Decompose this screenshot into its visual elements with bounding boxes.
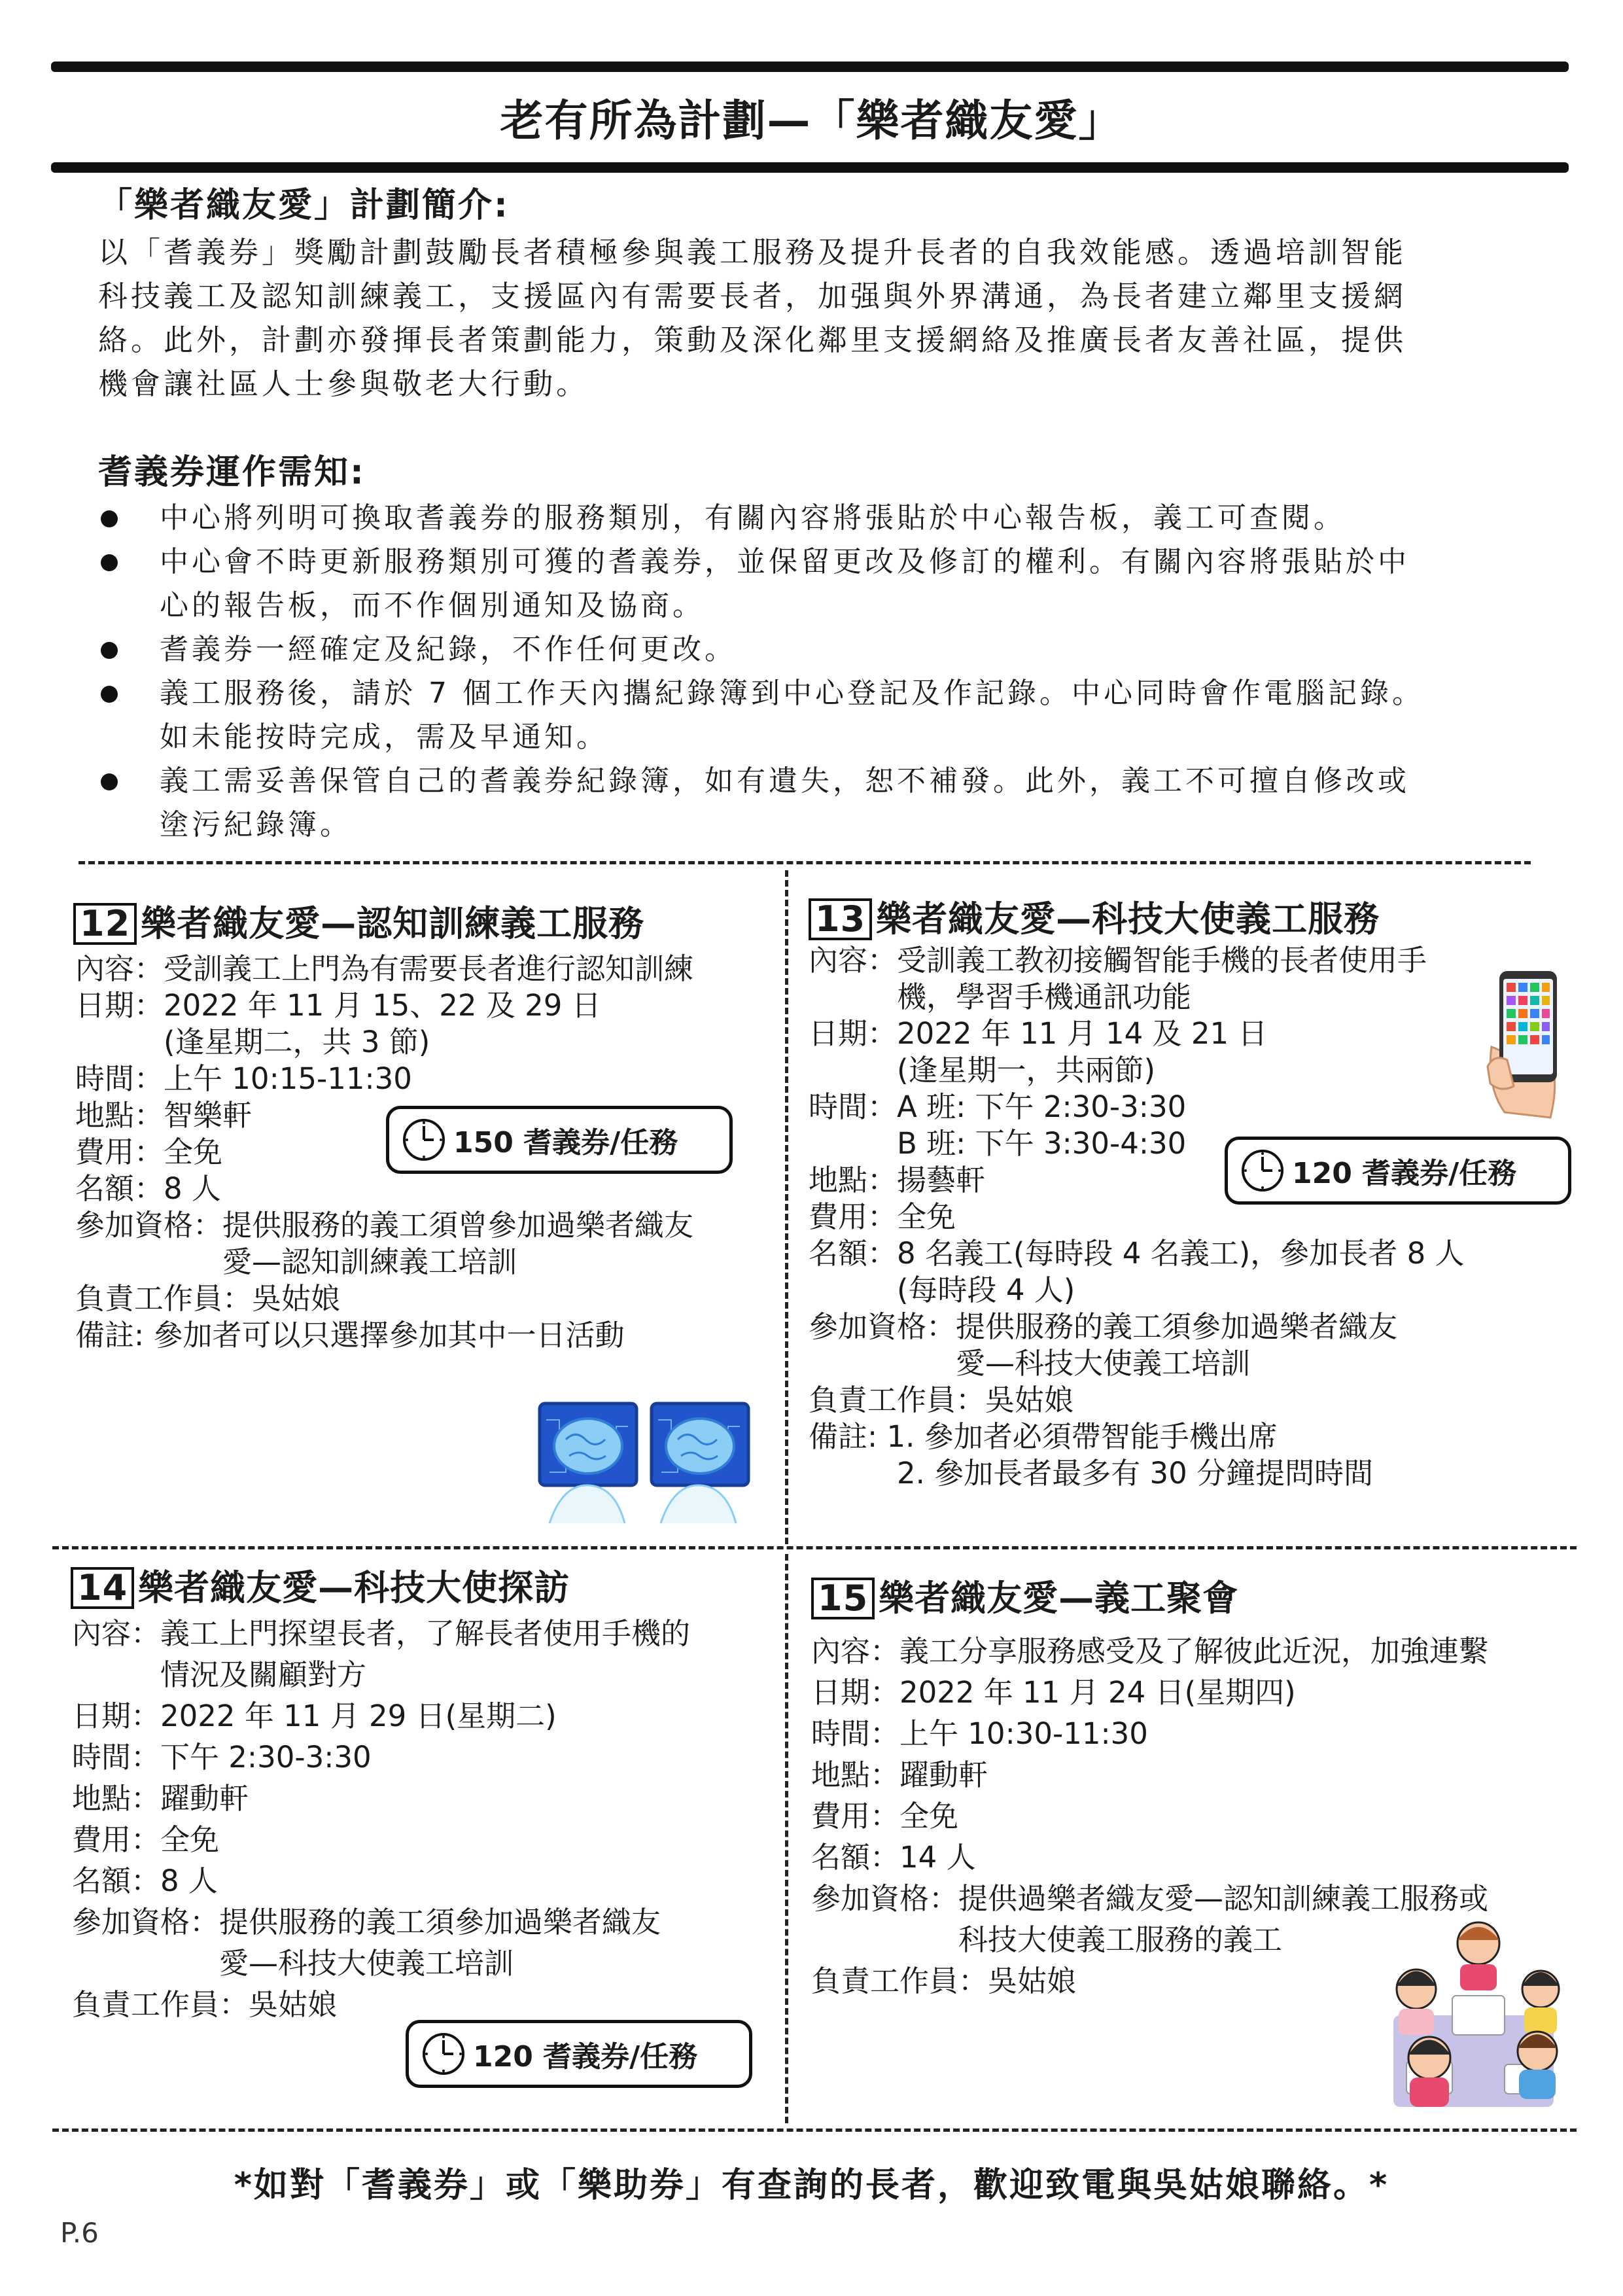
detail-line: 日期：2022 年 11 月 14 及 21 日 <box>809 1016 1268 1051</box>
clock-icon <box>401 1117 447 1163</box>
detail-line: 負責工作員：吳姑娘 <box>809 1383 1074 1417</box>
bullet-icon <box>101 510 118 527</box>
detail-line: 內容：義工分享服務感受及了解彼此近況，加強連繫 <box>811 1634 1489 1669</box>
coupon-text: 120 耆義券/任務 <box>473 2040 698 2074</box>
detail-line: 愛—科技大使義工培訓 <box>72 1946 514 1981</box>
activity-13-coupon-badge <box>1225 1137 1571 1205</box>
clock-icon <box>1240 1148 1285 1193</box>
detail-line: 負責工作員：吳姑娘 <box>75 1281 341 1316</box>
activity-number: 14 <box>71 1567 134 1609</box>
intro-line: 以「耆義券」獎勵計劃鼓勵長者積極參與義工服務及提升長者的自我效能感。透過培訓智能 <box>98 235 1407 270</box>
intro-heading: 「樂者織友愛」計劃簡介: <box>98 186 510 225</box>
notes-line: 塗污紀錄簿。 <box>160 808 352 841</box>
detail-line: 負責工作員：吳姑娘 <box>811 1964 1077 1998</box>
activity-title-text: 樂者織友愛—認知訓練義工服務 <box>141 903 645 944</box>
intro-line: 絡。此外，計劃亦發揮長者策劃能力，策動及深化鄰里支援網絡及推廣長者友善社區，提供 <box>98 323 1407 357</box>
activity-title-text: 樂者織友愛—科技大使義工服務 <box>876 898 1380 940</box>
header-rule-top <box>51 62 1569 72</box>
notes-heading: 耆義券運作需知: <box>98 453 366 492</box>
detail-line: 愛—科技大使義工培訓 <box>809 1346 1251 1381</box>
group-chat-illustration <box>1380 1917 1563 2113</box>
detail-line: 日期：2022 年 11 月 24 日(星期四) <box>811 1675 1296 1710</box>
notes-item <box>98 496 1557 540</box>
activity-number: 13 <box>809 898 872 940</box>
detail-line: 內容：受訓義工教初接觸智能手機的長者使用手 <box>809 943 1427 978</box>
divider-vertical-bottom <box>785 1554 788 2123</box>
notes-line: 耆義券一經確定及紀錄，不作任何更改。 <box>160 633 737 666</box>
detail-line: 日期：2022 年 11 月 15、22 及 29 日 <box>75 988 601 1023</box>
intro-paragraph <box>98 230 1537 406</box>
divider-bottom <box>52 2128 1577 2132</box>
detail-line: 地點：躍動軒 <box>72 1781 249 1816</box>
detail-line: 內容：義工上門探望長者，了解長者使用手機的 <box>72 1616 691 1651</box>
detail-line: 名額：14 人 <box>811 1840 976 1875</box>
smartphone-hand-illustration <box>1485 968 1570 1119</box>
detail-line: (每時段 4 人) <box>809 1273 1075 1307</box>
detail-line: 參加資格：提供服務的義工須參加過樂者織友 <box>72 1905 661 1939</box>
divider-middle <box>52 1546 1577 1549</box>
detail-line: B 班: 下午 3:30-4:30 <box>809 1126 1187 1161</box>
detail-line: 名額：8 人 <box>72 1863 218 1898</box>
activity-number: 12 <box>73 903 137 945</box>
detail-line: 科技大使義工服務的義工 <box>811 1922 1283 1957</box>
detail-line: 時間：A 班: 下午 2:30-3:30 <box>809 1089 1187 1124</box>
notes-line: 中心會不時更新服務類別可獲的耆義券，並保留更改及修訂的權利。有關內容將張貼於中 <box>160 545 1410 578</box>
bullet-icon <box>101 773 118 790</box>
detail-line: 時間：上午 10:15-11:30 <box>75 1061 412 1096</box>
detail-line: 負責工作員：吳姑娘 <box>72 1987 338 2022</box>
page-number: P.6 <box>60 2217 99 2249</box>
notes-line: 如未能按時完成，需及早通知。 <box>160 720 608 754</box>
detail-line: 參加資格：提供服務的義工須曾參加過樂者織友 <box>75 1208 694 1243</box>
detail-line: 名額：8 名義工(每時段 4 名義工)，參加長者 8 人 <box>809 1236 1465 1271</box>
bullet-icon <box>101 686 118 703</box>
activity-12-title <box>73 903 644 945</box>
intro-line: 機會讓社區人士參與敬老大行動。 <box>98 366 589 401</box>
detail-line: 備註: 參加者可以只選擇參加其中一日活動 <box>75 1318 625 1352</box>
bullet-icon <box>101 642 118 659</box>
detail-line: 日期：2022 年 11 月 29 日(星期二) <box>72 1699 557 1733</box>
intro-line: 科技義工及認知訓練義工，支援區內有需要長者，加强與外界溝通，為長者建立鄰里支援網 <box>98 279 1407 313</box>
detail-line: 費用：全免 <box>811 1799 959 1833</box>
notes-item <box>98 671 1557 759</box>
activity-number: 15 <box>811 1578 875 1619</box>
detail-line: 愛—認知訓練義工培訓 <box>75 1245 517 1279</box>
detail-line: 2. 參加長者最多有 30 分鐘提問時間 <box>809 1456 1374 1491</box>
bullet-icon <box>101 554 118 571</box>
detail-line: 時間：上午 10:30-11:30 <box>811 1716 1148 1751</box>
notes-list <box>98 496 1557 847</box>
header-rule-bottom <box>51 162 1569 173</box>
activity-14-title <box>71 1567 570 1609</box>
activity-13-title <box>809 898 1380 940</box>
detail-line: 費用：全免 <box>809 1199 956 1234</box>
detail-line: 地點：躍動軒 <box>811 1757 988 1792</box>
detail-line: 內容：受訓義工上門為有需要長者進行認知訓練 <box>75 951 694 986</box>
coupon-text: 150 耆義券/任務 <box>453 1126 678 1159</box>
detail-line: (逢星期一，共兩節) <box>809 1053 1156 1087</box>
notes-line: 心的報告板，而不作個別通知及協商。 <box>160 589 705 622</box>
detail-line: 機，學習手機通訊功能 <box>809 980 1192 1014</box>
activity-title-text: 樂者織友愛—義工聚會 <box>879 1578 1239 1619</box>
activity-13-details <box>809 942 1465 1492</box>
activity-title-text: 樂者織友愛—科技大使探訪 <box>138 1567 570 1608</box>
detail-line: 時間：下午 2:30-3:30 <box>72 1740 372 1775</box>
coupon-text: 120 耆義券/任務 <box>1292 1157 1517 1190</box>
detail-line: 費用：全免 <box>75 1135 223 1169</box>
activity-14-details <box>72 1613 690 2025</box>
detail-line: 參加資格：提供過樂者織友愛—認知訓練義工服務或 <box>811 1881 1489 1916</box>
detail-line: (逢星期二，共 3 節) <box>75 1025 430 1059</box>
activity-14-coupon-badge <box>406 2020 752 2088</box>
clock-icon <box>421 2031 466 2077</box>
notes-item <box>98 759 1557 847</box>
notes-item <box>98 627 1557 671</box>
contact-note: *如對「耆義券」或「樂助券」有查詢的長者，歡迎致電與吳姑娘聯絡。* <box>234 2166 1389 2205</box>
detail-line: 費用：全免 <box>72 1822 220 1857</box>
page-title: 老有所為計劃—「樂者織友愛」 <box>500 96 1123 146</box>
detail-line: 地點：揚藝軒 <box>809 1163 986 1197</box>
detail-line: 備註: 1. 參加者必須帶智能手機出席 <box>809 1419 1278 1454</box>
detail-line: 情況及關顧對方 <box>72 1657 367 1692</box>
notes-line: 義工需妥善保管自己的耆義券紀錄簿，如有遺失，恕不補發。此外，義工不可擅自修改或 <box>160 764 1410 798</box>
notes-line: 義工服務後，請於 7 個工作天內攜紀錄簿到中心登記及作記錄。中心同時會作電腦記錄。 <box>160 677 1424 710</box>
detail-line: 名額：8 人 <box>75 1171 221 1206</box>
activity-12-coupon-badge <box>386 1106 733 1174</box>
notes-line: 中心將列明可換取耆義券的服務類別，有關內容將張貼於中心報告板，義工可查閱。 <box>160 501 1346 535</box>
activity-15-title <box>811 1578 1238 1619</box>
detail-line: 參加資格：提供服務的義工須參加過樂者織友 <box>809 1309 1398 1344</box>
detail-line: 地點：智樂軒 <box>75 1098 253 1133</box>
divider-top <box>79 861 1531 864</box>
notes-item <box>98 540 1557 627</box>
divider-vertical-top <box>785 870 788 1544</box>
brain-screen-illustration <box>536 1400 752 1525</box>
